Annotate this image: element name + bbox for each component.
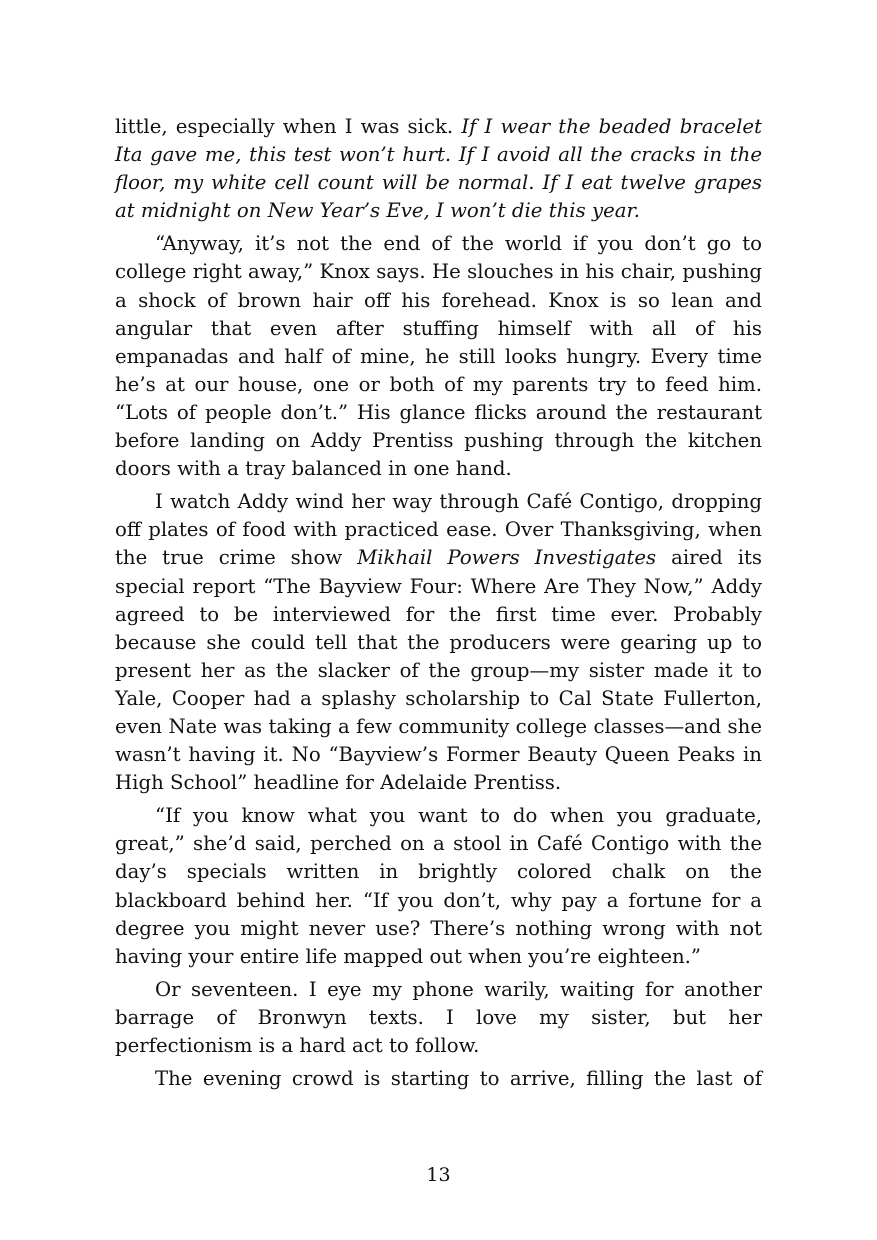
page-number: 13 [426, 1164, 451, 1186]
paragraph-6 [115, 1065, 762, 1093]
paragraph-3-show-title: Mikhail Powers Investigates [357, 546, 657, 570]
paragraph-4-text: “If you know what you want to do when you graduate, great,” she’d said, perched on a stool in Café Contigo with the day’s specials written in brightly colored chalk on the blackboard behind her. “If you don’t, why pay a fortune for a degree you might never use? There’s nothing wrong with not having your entire life mapped out when you’re eighteen.” [115, 804, 762, 968]
paragraph-3 [115, 488, 762, 797]
paragraph-5 [115, 976, 762, 1060]
paragraph-4 [115, 802, 762, 971]
paragraph-6-text: The evening crowd is starting to arrive, filling the last of [155, 1067, 762, 1091]
paragraph-2 [115, 230, 762, 483]
paragraph-1-text: little, especially when I was sick. [115, 115, 462, 138]
paragraph-2-text: “Anyway, it’s not the end of the world if you don’t go to college right away,” Knox says. He slouches in his chair, pushing a shock of brown hair off his forehead. Knox is so lean and angular that even after stuffing himself with all of his empanadas and half of mine, he still looks hungry. Every time he’s at our house, one or both of my parents try to feed him. “Lots of people don’t.” His glance flicks around the restaurant before landing on Addy Prentiss pushing through the kitchen doors with a tray balanced in one hand. [115, 232, 762, 481]
paragraph-3-text-b: aired its special report “The Bayview Four: Where Are They Now,” Addy agreed to be interviewed for the first time ever. Probably because she could tell that the producers were gearing up to present her as the slacker of the group—my sister made it to Yale, Cooper had a splashy scholarship to Cal State Fullerton, even Nate was taking a few community college classes—and she wasn’t having it. No “Bayview’s Former Beauty Queen Peaks in High School” headline for Adelaide Prentiss. [115, 546, 763, 795]
paragraph-1-italic-text: If I wear the beaded bracelet Ita gave me, this test won’t hurt. If I avoid all the cracks in the floor, my white cell count will be normal. If I eat twelve grapes at midnight on New Year’s Eve, I won’t die this year. [115, 115, 762, 223]
book-page-body [115, 113, 762, 1098]
paragraph-3-text-a: I watch Addy wind her way through Café Contigo, dropping off plates of food with practiced ease. Over Thanksgiving, when the true crime show [115, 490, 762, 570]
paragraph-1 [115, 113, 762, 225]
paragraph-5-text: Or seventeen. I eye my phone warily, waiting for another barrage of Bronwyn texts. I love my sister, but her perfectionism is a hard act to follow. [115, 977, 762, 1057]
